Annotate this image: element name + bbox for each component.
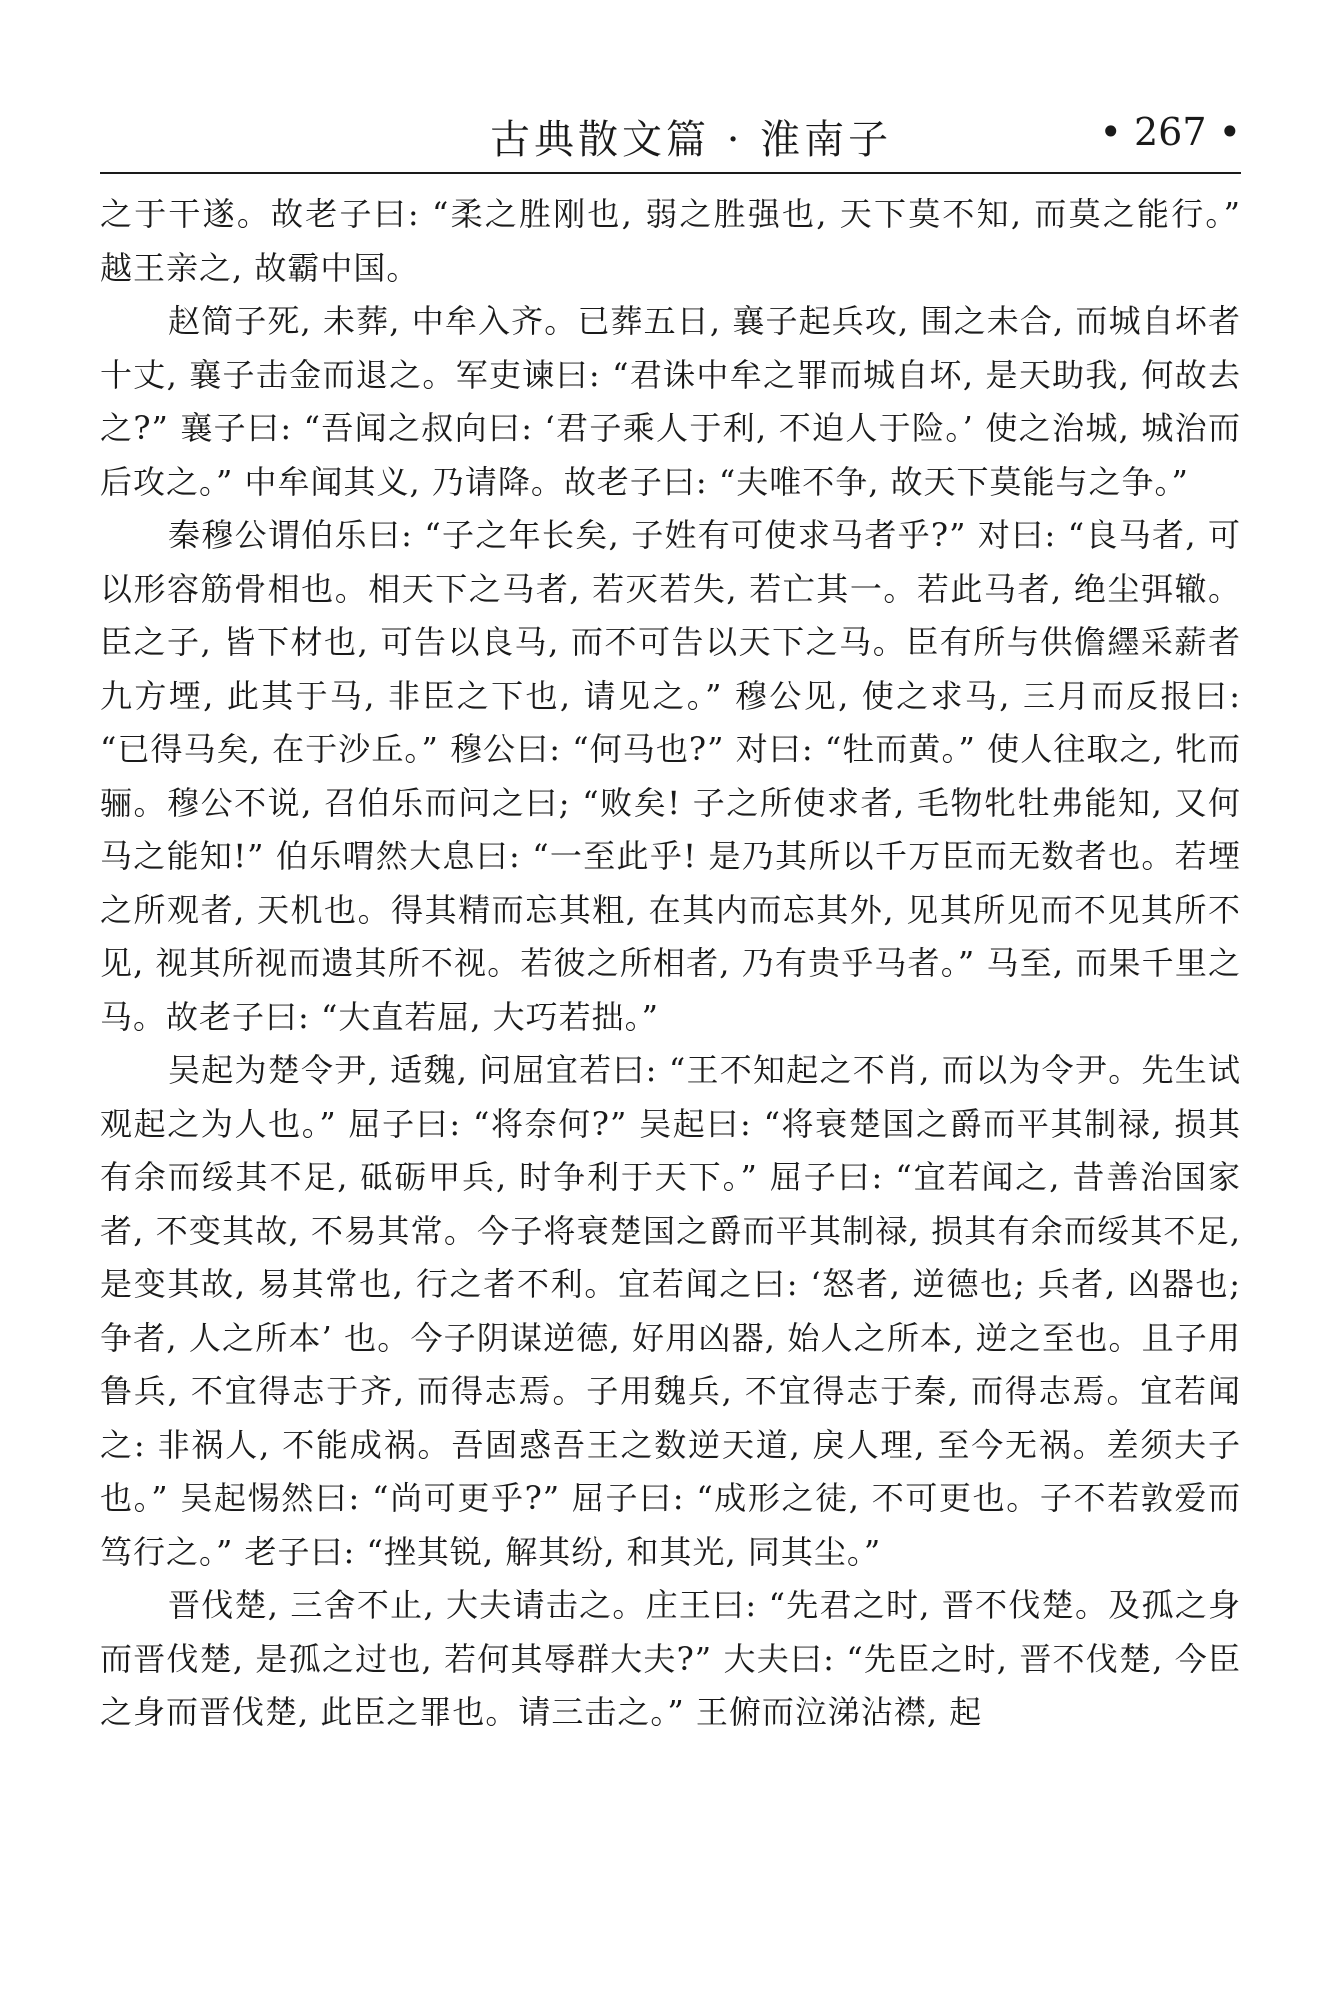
paragraph-5: 晋伐楚, 三舍不止, 大夫请击之。庄王曰: “先君之时, 晋不伐楚。及孤之身而晋伐楚, 是孤之过也, 若何其辱群大夫?” 大夫曰: “先臣之时, 晋不伐楚, 今臣之身而晋伐楚, 此臣之罪也。请三击之。” 王俯而泣涕沾襟, 起 <box>100 1586 1241 1731</box>
paragraph-1: 之于干遂。故老子曰: “柔之胜刚也, 弱之胜强也, 天下莫不知, 而莫之能行。” 越王亲之, 故霸中国。 <box>100 195 1241 287</box>
paragraph-4: 吴起为楚令尹, 适魏, 问屈宜若曰: “王不知起之不肖, 而以为令尹。先生试观起之为人也。” 屈子曰: “将奈何?” 吴起曰: “将衰楚国之爵而平其制禄, 损其有余而绥其不足, 砥砺甲兵, 时争利于天下。” 屈子曰: “宜若闻之, 昔善治国家者, 不变其故, 不易其常。今子将衰楚国之爵而平其制禄, 损其有余而绥其不足, 是变其故, 易其常也, 行之者不利。宜若闻之曰: ‘怒者, 逆德也; 兵者, 凶器也; 争者, 人之所本’ 也。今子阴谋逆德, 好用凶器, 始人之所本, 逆之至也。且子用鲁兵, 不宜得志于齐, 而得志焉。子用魏兵, 不宜得志于秦, 而得志焉。宜若闻之: 非祸人, 不能成祸。吾固惑吾王之数逆天道, 戾人理, 至今无祸。差须夫子也。” 吴起惕然曰: “尚可更乎?” 屈子曰: “成形之徒, 不可更也。子不若敦爱而笃行之。” 老子曰: “挫其锐, 解其纷, 和其光, 同其尘。” <box>100 1051 1241 1571</box>
header-rule <box>100 172 1241 174</box>
running-header <box>100 100 1241 172</box>
paragraph-3: 秦穆公谓伯乐曰: “子之年长矣, 子姓有可使求马者乎?” 对曰: “良马者, 可以形容筋骨相也。相天下之马者, 若灭若失, 若亡其一。若此马者, 绝尘弭辙。臣之子, 皆下材也, 可告以良马, 而不可告以天下之马。臣有所与供儋纆采薪者九方堙, 此其于马, 非臣之下也, 请见之。” 穆公见, 使之求马, 三月而反报曰: “已得马矣, 在于沙丘。” 穆公曰: “何马也?” 对曰: “牡而黄。” 使人往取之, 牝而骊。穆公不说, 召伯乐而问之曰; “败矣! 子之所使求者, 毛物牝牡弗能知, 又何马之能知!” 伯乐喟然大息曰: “一至此乎! 是乃其所以千万臣而无数者也。若堙之所观者, 天机也。得其精而忘其粗, 在其内而忘其外, 见其所见而不见其所不见, 视其所视而遗其所不视。若彼之所相者, 乃有贵乎马者。” 马至, 而果千里之马。故老子曰: “大直若屈, 大巧若拙。” <box>100 516 1241 1036</box>
paragraph-2: 赵简子死, 未葬, 中牟入齐。已葬五日, 襄子起兵攻, 围之未合, 而城自坏者十丈, 襄子击金而退之。军吏谏曰: “君诛中牟之罪而城自坏, 是天助我, 何故去之?” 襄子曰: “吾闻之叔向曰: ‘君子乘人于利, 不迫人于险。’ 使之治城, 城治而后攻之。” 中牟闻其义, 乃请降。故老子曰: “夫唯不争, 故天下莫能与之争。” <box>100 302 1241 501</box>
running-title: 古典散文篇 · 淮南子 <box>490 117 893 163</box>
page-number: • 267 • <box>1099 110 1241 154</box>
body-text <box>100 188 1241 1740</box>
